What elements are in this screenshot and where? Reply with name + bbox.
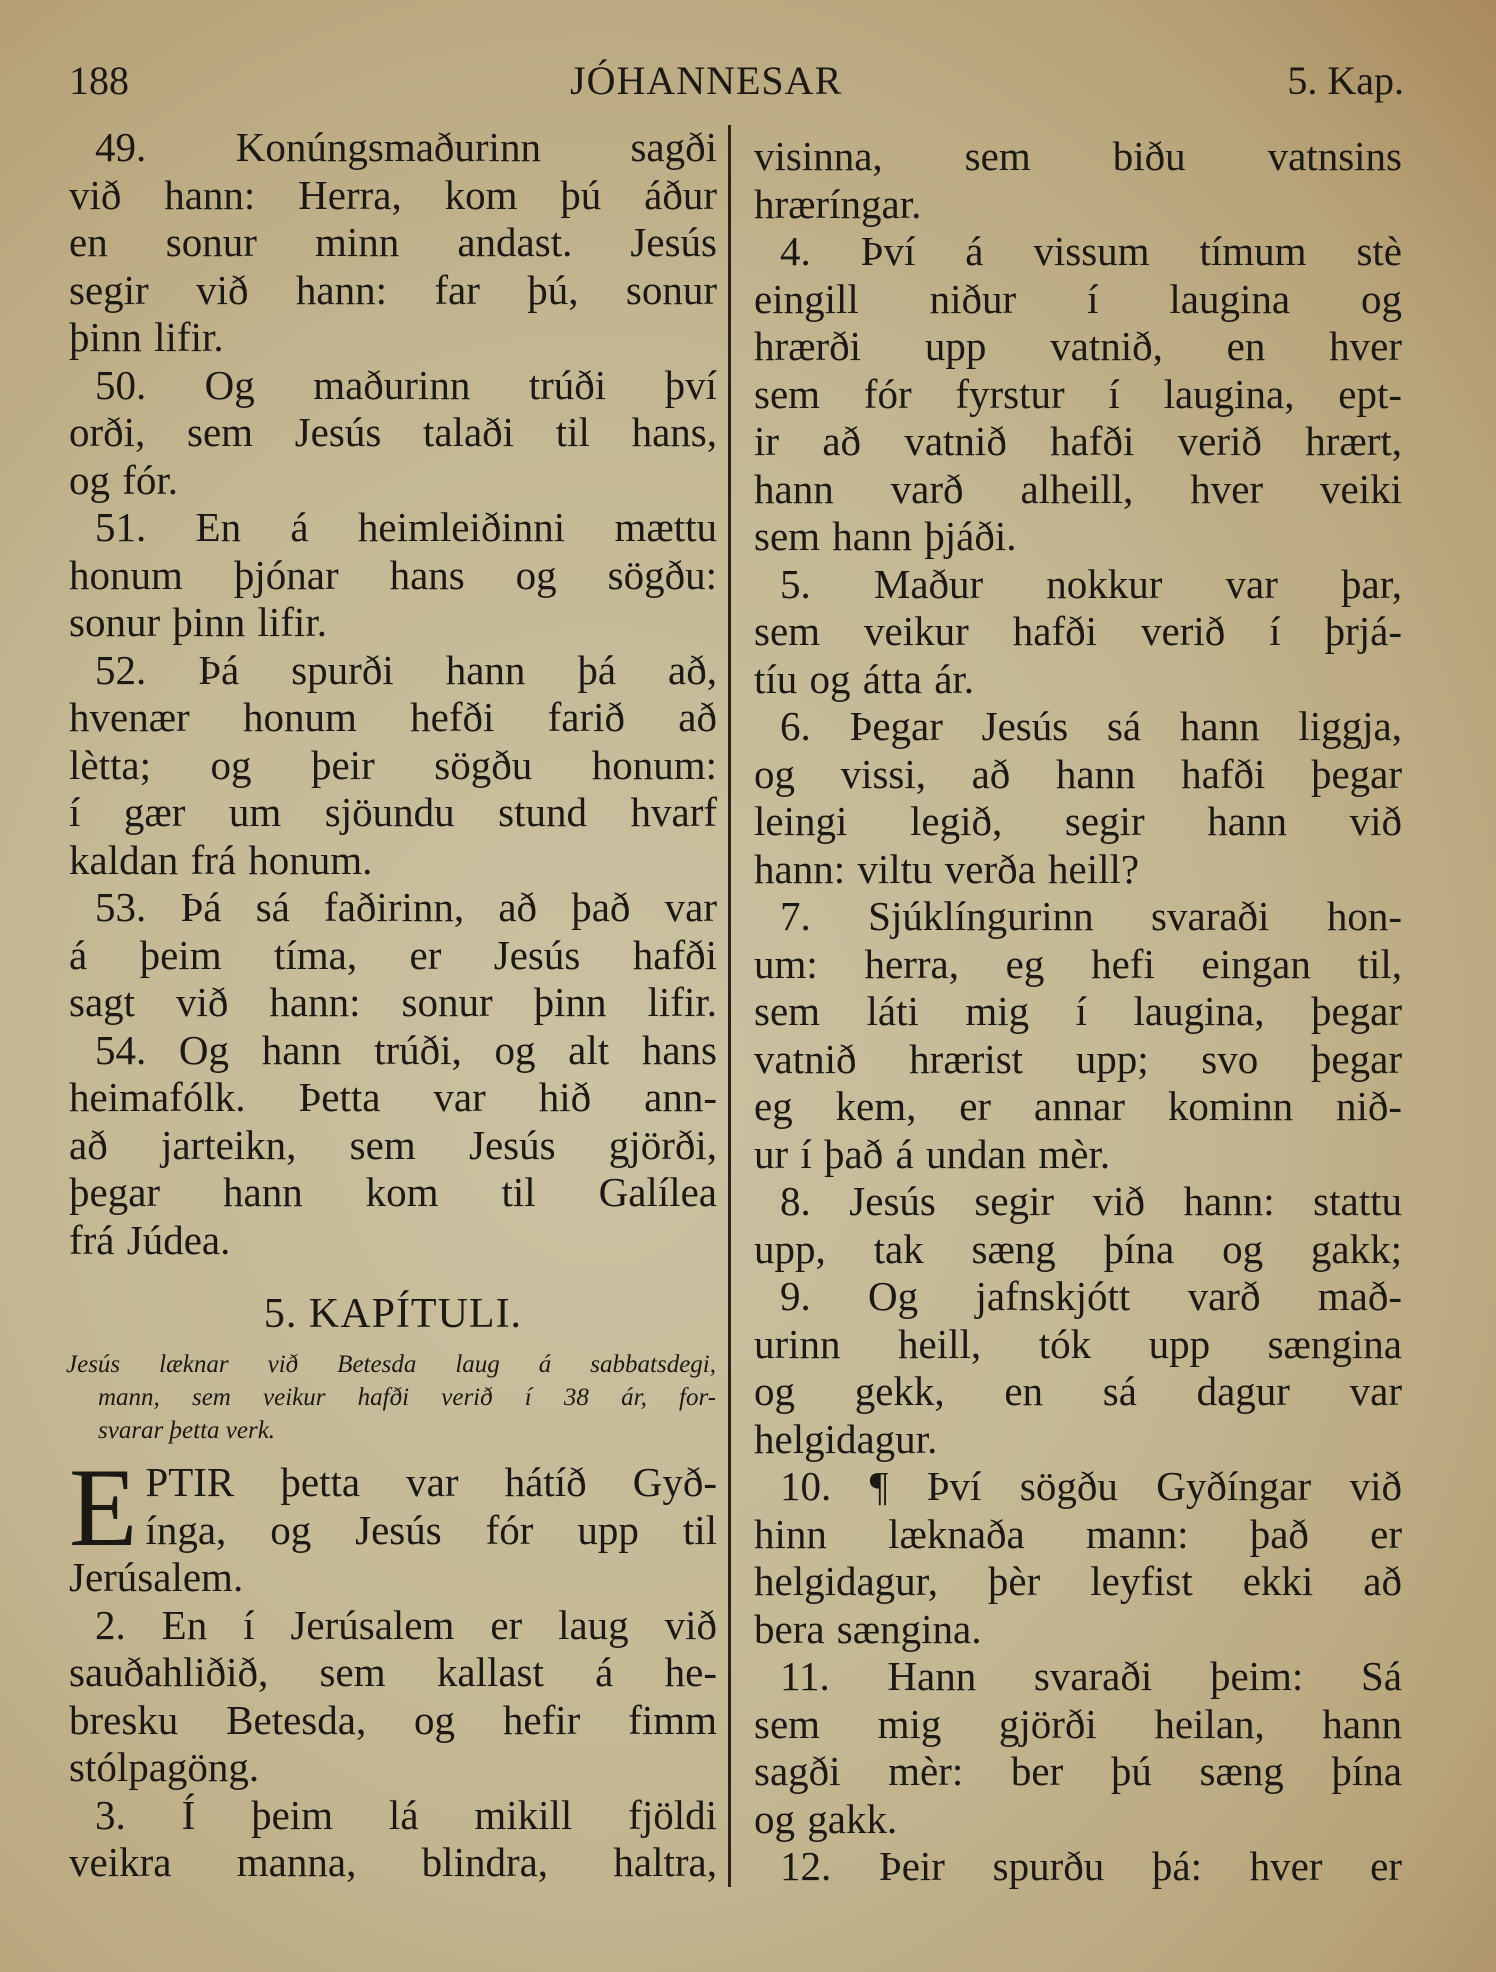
- text-line: að jarteikn, sem Jesús gjörði,: [69, 1121, 717, 1168]
- text-line: upp, tak sæng þína og gakk;: [754, 1225, 1402, 1272]
- text-line: helgidagur, þèr leyfist ekki að: [754, 1558, 1402, 1604]
- summary-line: mann, sem veikur hafði verið í 38 ár, for-: [98, 1384, 716, 1411]
- text-line: honum þjónar hans og sögðu:: [69, 551, 717, 598]
- text-line: 52. Þá spurði hann þá að,: [95, 646, 717, 693]
- text-line: ínga, og Jesús fór upp til: [145, 1506, 717, 1553]
- text-line: ir að vatnið hafði verið hrært,: [754, 418, 1402, 464]
- text-line: 7. Sjúklíngurinn svaraði hon-: [780, 893, 1402, 939]
- text-line: [69, 1459, 717, 1507]
- drop-cap: E: [69, 1446, 138, 1570]
- text-line: heimafólk. Þetta var hið ann-: [69, 1074, 717, 1120]
- text-line: hann: viltu verða heill?: [754, 845, 1140, 892]
- page-number: 188: [69, 58, 129, 103]
- first-line-text: þetta var hátíð Gyð-: [280, 1459, 717, 1505]
- text-line: hinn læknaða mann: það er: [754, 1510, 1402, 1557]
- text-line: segir við hann: far þú, sonur: [69, 266, 717, 313]
- column-divider: [728, 125, 731, 1887]
- text-line: 10. ¶ Því sögðu Gyðíngar við: [780, 1463, 1402, 1509]
- text-line: visinna, sem biðu vatnsins: [754, 133, 1402, 179]
- right-column: [754, 133, 1402, 1891]
- first-word: PTIR: [145, 1459, 235, 1505]
- chapter-heading: 5. KAPÍTULI.: [263, 1291, 523, 1337]
- summary-line: Jesús læknar við Betesda laug á sabbatsdegi,: [66, 1351, 716, 1378]
- text-line: 11. Hann svaraði þeim: Sá: [780, 1653, 1402, 1699]
- text-line: 51. En á heimleiðinni mættu: [95, 504, 717, 550]
- text-line: sem fór fyrstur í laugina, ept-: [754, 370, 1402, 417]
- text-line: um: herra, eg hefi eingan til,: [754, 940, 1402, 987]
- text-line: lètta; og þeir sögðu honum:: [69, 741, 717, 788]
- text-line: sagði mèr: ber þú sæng þína: [754, 1748, 1402, 1794]
- chapter-summary: [66, 1348, 716, 1447]
- text-line: en sonur minn andast. Jesús: [69, 219, 717, 265]
- chapter-reference: 5. Kap.: [1287, 58, 1404, 103]
- text-line: 54. Og hann trúði, og alt hans: [95, 1026, 717, 1073]
- text-line: kaldan frá honum.: [69, 836, 373, 883]
- text-line: og fór.: [69, 456, 179, 503]
- chapter-body: [69, 1446, 717, 1887]
- chapter-lines: [69, 1507, 717, 1887]
- text-line: frá Júdea.: [69, 1216, 231, 1263]
- text-line: og gakk.: [754, 1795, 898, 1842]
- text-line: eingill niður í laugina og: [754, 275, 1402, 322]
- text-line: í gær um sjöundu stund hvarf: [69, 789, 717, 835]
- text-line: og gekk, en sá dagur var: [754, 1368, 1402, 1414]
- text-line: sem láti mig í laugina, þegar: [754, 988, 1402, 1034]
- text-line: sauðahliðið, sem kallast á he-: [69, 1649, 717, 1695]
- text-line: við hann: Herra, kom þú áður: [69, 171, 717, 218]
- text-line: sonur þinn lifir.: [69, 599, 327, 645]
- text-line: 2. En í Jerúsalem er laug við: [95, 1601, 717, 1648]
- text-line: urinn heill, tók upp sængina: [754, 1320, 1402, 1367]
- left-column: [69, 124, 717, 1264]
- text-line: hvenær honum hefði farið að: [69, 694, 717, 740]
- text-line: Jerúsalem.: [69, 1554, 244, 1600]
- text-line: veikra manna, blindra, haltra,: [69, 1839, 717, 1885]
- text-line: 12. Þeir spurðu þá: hver er: [780, 1843, 1402, 1889]
- text-line: bera sængina.: [754, 1605, 982, 1652]
- text-line: vatnið hrærist upp; svo þegar: [754, 1035, 1402, 1082]
- text-line: tíu og átta ár.: [754, 655, 975, 702]
- text-line: orði, sem Jesús talaði til hans,: [69, 409, 717, 455]
- text-line: bresku Betesda, og hefir fimm: [69, 1696, 717, 1743]
- text-line: og vissi, að hann hafði þegar: [754, 750, 1402, 797]
- text-line: ur í það á undan mèr.: [754, 1130, 1111, 1177]
- text-line: 50. Og maðurinn trúði því: [95, 361, 717, 408]
- text-line: leingi legið, segir hann við: [754, 798, 1402, 844]
- text-line: hrærði upp vatnið, en hver: [754, 323, 1402, 369]
- text-line: þegar hann kom til Galílea: [69, 1169, 717, 1215]
- text-line: sem veikur hafði verið í þrjá-: [754, 608, 1402, 654]
- summary-line: svarar þetta verk.: [98, 1417, 276, 1444]
- text-line: sem hann þjáði.: [754, 513, 1017, 559]
- text-line: 8. Jesús segir við hann: stattu: [780, 1178, 1402, 1224]
- text-line: 9. Og jafnskjótt varð mað-: [780, 1273, 1402, 1319]
- text-line: 3. Í þeim lá mikill fjöldi: [95, 1791, 717, 1838]
- text-line: stólpagöng.: [69, 1744, 260, 1790]
- text-line: hann varð alheill, hver veiki: [754, 465, 1402, 512]
- text-line: þinn lifir.: [69, 314, 224, 360]
- running-title: JÓHANNESAR: [570, 58, 843, 103]
- text-line: sagt við hann: sonur þinn lifir.: [69, 979, 717, 1025]
- text-line: hræríngar.: [754, 180, 922, 227]
- text-line: helgidagur.: [754, 1415, 938, 1462]
- text-line: á þeim tíma, er Jesús hafði: [69, 931, 717, 978]
- text-line: eg kem, er annar kominn nið-: [754, 1083, 1402, 1129]
- text-line: 49. Konúngsmaðurinn sagði: [95, 124, 717, 170]
- text-line: 6. Þegar Jesús sá hann liggja,: [780, 703, 1402, 749]
- text-line: 5. Maður nokkur var þar,: [780, 560, 1402, 607]
- text-line: sem mig gjörði heilan, hann: [754, 1700, 1402, 1747]
- text-line: 53. Þá sá faðirinn, að það var: [95, 884, 717, 930]
- text-line: 4. Því á vissum tímum stè: [780, 228, 1402, 274]
